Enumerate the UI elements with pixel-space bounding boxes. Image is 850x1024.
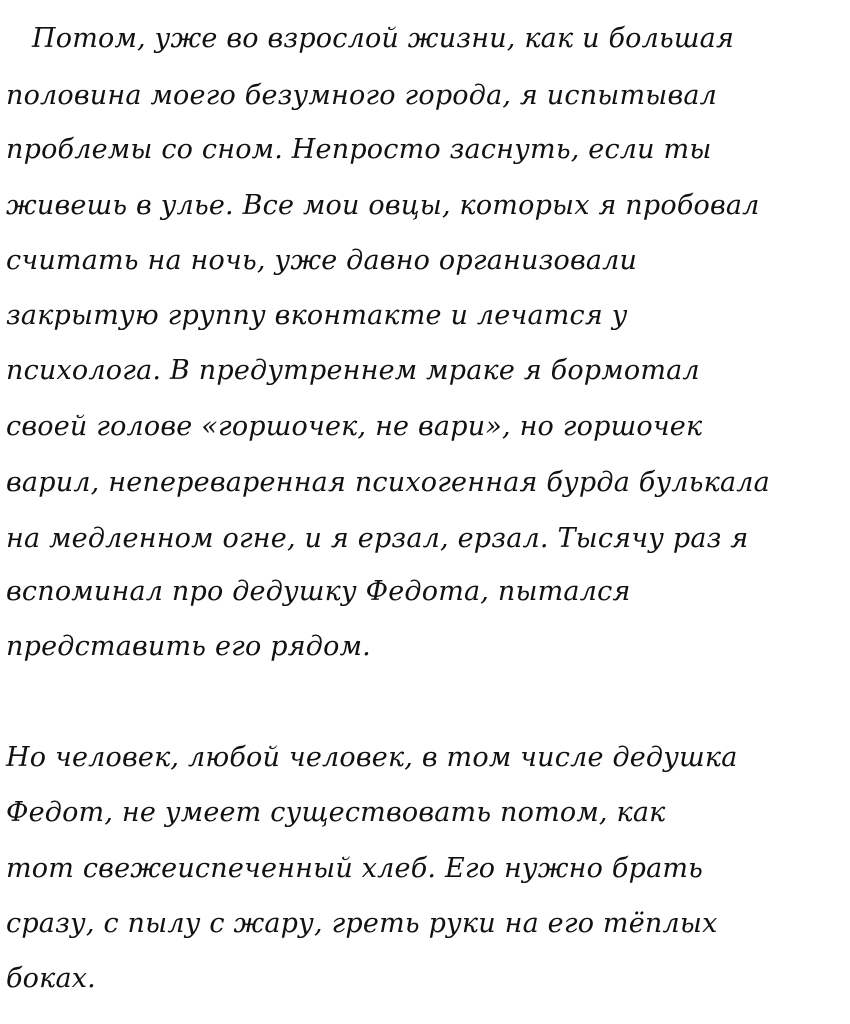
text-line: варил, непереваренная психогенная бурда булькала	[6, 467, 770, 498]
text-line: психолога. В предутреннем мраке я бормотал	[6, 355, 700, 386]
text-line: половина моего безумного города, я испытывал	[6, 80, 718, 111]
text-line: Но человек, любой человек, в том числе дедушка	[6, 742, 738, 773]
text-line: считать на ночь, уже давно организовали	[6, 245, 638, 276]
text-line: боках.	[6, 963, 96, 994]
text-line: проблемы со сном. Непросто заснуть, если ты	[6, 134, 712, 165]
text-line: Потом, уже во взрослой жизни, как и большая	[32, 23, 735, 54]
text-line: Федот, не умеет существовать потом, как	[6, 797, 666, 828]
text-line: представить его рядом.	[6, 631, 371, 662]
text-line: сразу, с пылу с жару, греть руки на его тёплых	[6, 908, 718, 939]
text-line: на медленном огне, и я ерзал, ерзал. Тысячу раз я	[6, 523, 749, 554]
text-line: закрытую группу вконтакте и лечатся у	[6, 300, 628, 331]
text-line: своей голове «горшочек, не вари», но горшочек	[6, 411, 703, 442]
text-line: вспоминал про дедушку Федота, пытался	[6, 576, 631, 607]
text-line: тот свежеиспеченный хлеб. Его нужно брать	[6, 853, 704, 884]
text-line: живешь в улье. Все мои овцы, которых я пробовал	[6, 190, 760, 221]
